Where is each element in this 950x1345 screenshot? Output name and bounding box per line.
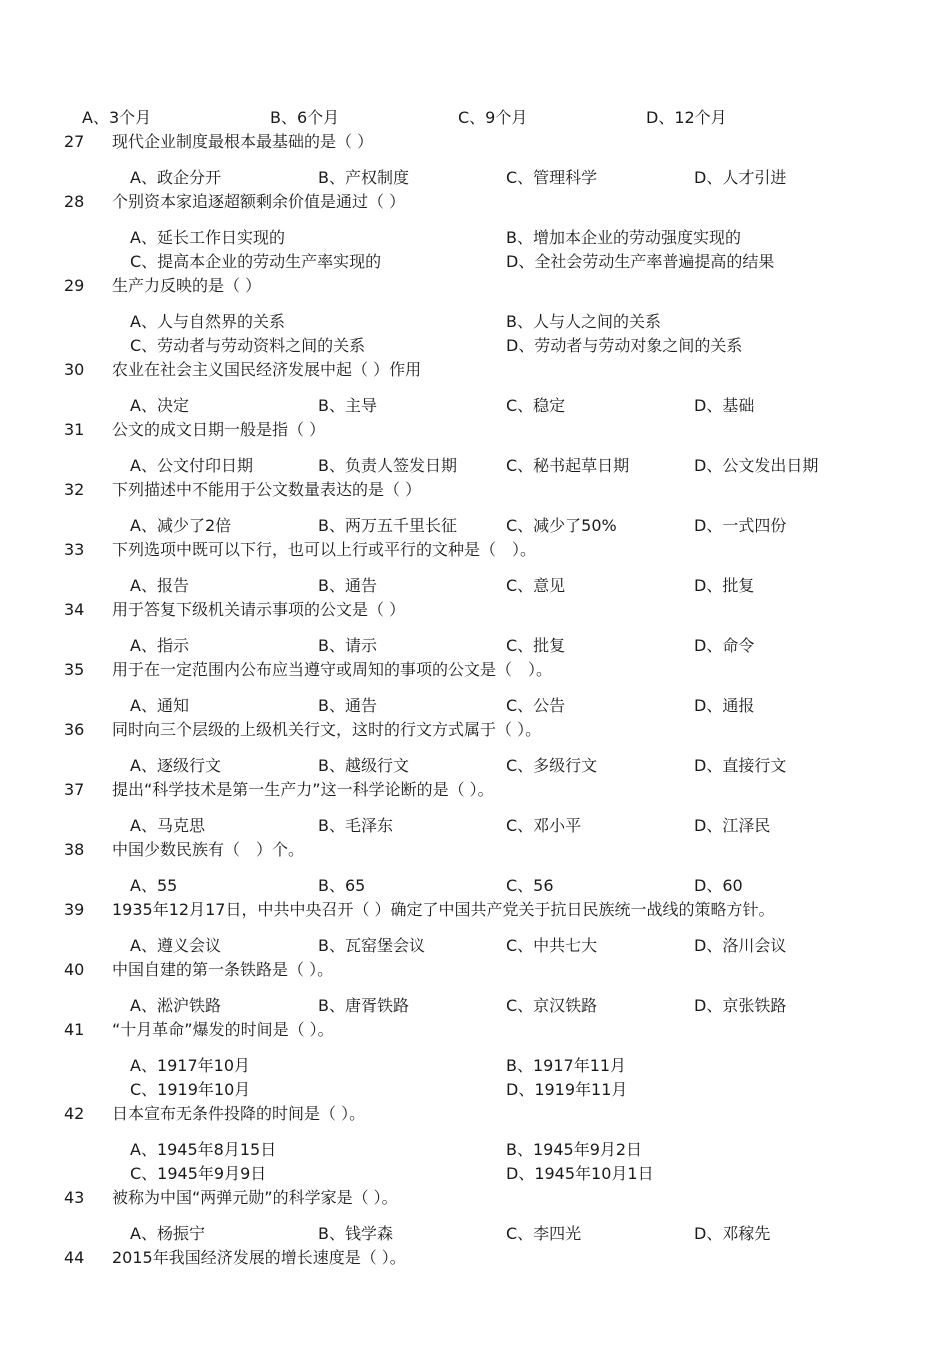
option-b: B、65 [318, 876, 366, 895]
question-37 [0, 778, 950, 802]
option-a: A、延长工作日实现的 [130, 228, 285, 247]
question-32 [0, 478, 950, 502]
option-b: B、请示 [318, 636, 377, 655]
option-d: D、60 [694, 876, 743, 895]
question-36 [0, 718, 950, 742]
question-text: 现代企业制度最根本最基础的是（ ） [112, 132, 374, 151]
option-c: C、秘书起草日期 [506, 456, 630, 475]
option-a: A、淞沪铁路 [130, 996, 221, 1015]
option-d: D、人才引进 [694, 168, 787, 187]
option-d: D、江泽民 [694, 816, 771, 835]
options-row [0, 514, 950, 538]
option-c: C、稳定 [506, 396, 566, 415]
option-d: D、一式四份 [694, 516, 787, 535]
option-b: B、两万五千里长征 [318, 516, 457, 535]
options-row [0, 754, 950, 778]
question-text: 个别资本家追逐超额剩余价值是通过（ ） [112, 192, 406, 211]
option-b: B、主导 [318, 396, 377, 415]
option-a: A、1945年8月15日 [130, 1140, 277, 1159]
options-row [0, 1138, 950, 1162]
question-text: 下列描述中不能用于公文数量表达的是（ ） [112, 480, 422, 499]
options-row [0, 994, 950, 1018]
question-number: 36 [64, 720, 85, 739]
question-text: 提出“科学技术是第一生产力”这一科学论断的是（ ）。 [112, 780, 494, 799]
question-text: 农业在社会主义国民经济发展中起（ ）作用 [112, 360, 422, 379]
question-text: “十月革命”爆发的时间是（ ）。 [112, 1020, 334, 1039]
question-text: 中国自建的第一条铁路是（ ）。 [112, 960, 334, 979]
question-number: 44 [64, 1248, 85, 1267]
question-27 [0, 130, 950, 154]
question-text: 公文的成文日期一般是指（ ） [112, 420, 326, 439]
question-number: 31 [64, 420, 85, 439]
option-d: D、直接行文 [694, 756, 787, 775]
question-number: 30 [64, 360, 85, 379]
options-row [0, 310, 950, 334]
option-a: A、55 [130, 876, 178, 895]
option-b: B、1917年11月 [506, 1056, 627, 1075]
option-d: D、12个月 [646, 108, 727, 127]
question-text: 下列选项中既可以下行，也可以上行或平行的文种是（ ）。 [112, 540, 537, 559]
option-b: B、产权制度 [318, 168, 409, 187]
options-row [0, 814, 950, 838]
option-d: D、邓稼先 [694, 1224, 771, 1243]
option-c: C、劳动者与劳动资料之间的关系 [130, 336, 366, 355]
options-row [0, 454, 950, 478]
option-b: B、瓦窑堡会议 [318, 936, 425, 955]
options-row [0, 226, 950, 250]
question-number: 40 [64, 960, 85, 979]
question-text: 用于在一定范围内公布应当遵守或周知的事项的公文是（ ）。 [112, 660, 553, 679]
question-text: 生产力反映的是（ ） [112, 276, 262, 295]
question-number: 27 [64, 132, 85, 151]
question-text: 中国少数民族有（ ）个。 [112, 840, 305, 859]
question-text: 1935年12月17日，中共中央召开（ ）确定了中国共产党关于抗日民族统一战线的策略方针。 [112, 900, 775, 919]
option-c: C、京汉铁路 [506, 996, 598, 1015]
options-row [0, 106, 950, 130]
option-c: C、批复 [506, 636, 566, 655]
question-41 [0, 1018, 950, 1042]
option-d: D、批复 [694, 576, 755, 595]
options-row [0, 1222, 950, 1246]
option-c: C、管理科学 [506, 168, 598, 187]
question-31 [0, 418, 950, 442]
option-c: C、多级行文 [506, 756, 598, 775]
options-row [0, 250, 950, 274]
question-35 [0, 658, 950, 682]
options-row [0, 574, 950, 598]
question-38 [0, 838, 950, 862]
question-number: 28 [64, 192, 85, 211]
options-row [0, 934, 950, 958]
question-number: 41 [64, 1020, 85, 1039]
question-40 [0, 958, 950, 982]
option-c: C、减少了50% [506, 516, 617, 535]
option-c: C、1919年10月 [130, 1080, 251, 1099]
question-text: 同时向三个层级的上级机关行文，这时的行文方式属于（ ）。 [112, 720, 542, 739]
option-d: D、劳动者与劳动对象之间的关系 [506, 336, 743, 355]
options-row [0, 1078, 950, 1102]
option-a: A、杨振宁 [130, 1224, 205, 1243]
option-b: B、1945年9月2日 [506, 1140, 643, 1159]
option-c: C、意见 [506, 576, 566, 595]
question-number: 32 [64, 480, 85, 499]
option-c: C、邓小平 [506, 816, 582, 835]
options-row [0, 874, 950, 898]
option-a: A、公文付印日期 [130, 456, 253, 475]
option-d: D、基础 [694, 396, 755, 415]
question-text: 日本宣布无条件投降的时间是（ ）。 [112, 1104, 366, 1123]
question-number: 34 [64, 600, 85, 619]
question-28 [0, 190, 950, 214]
option-d: D、命令 [694, 636, 755, 655]
option-a: A、决定 [130, 396, 189, 415]
question-43 [0, 1186, 950, 1210]
question-number: 42 [64, 1104, 85, 1123]
question-33 [0, 538, 950, 562]
question-39 [0, 898, 950, 922]
option-c: C、1945年9月9日 [130, 1164, 267, 1183]
option-b: B、通告 [318, 696, 377, 715]
option-d: D、洛川会议 [694, 936, 787, 955]
question-number: 37 [64, 780, 85, 799]
question-number: 39 [64, 900, 85, 919]
options-row [0, 694, 950, 718]
option-a: A、逐级行文 [130, 756, 221, 775]
option-b: B、毛泽东 [318, 816, 393, 835]
option-a: A、马克思 [130, 816, 205, 835]
option-a: A、通知 [130, 696, 189, 715]
option-b: B、负责人签发日期 [318, 456, 457, 475]
question-29 [0, 274, 950, 298]
option-a: A、政企分开 [130, 168, 221, 187]
option-c: C、56 [506, 876, 554, 895]
question-number: 29 [64, 276, 85, 295]
option-c: C、中共七大 [506, 936, 598, 955]
option-a: A、减少了2倍 [130, 516, 232, 535]
question-number: 35 [64, 660, 85, 679]
option-b: B、唐胥铁路 [318, 996, 409, 1015]
option-c: C、李四光 [506, 1224, 582, 1243]
options-row [0, 1054, 950, 1078]
option-d: D、京张铁路 [694, 996, 787, 1015]
option-b: B、人与人之间的关系 [506, 312, 661, 331]
option-c: C、9个月 [458, 108, 528, 127]
option-b: B、钱学森 [318, 1224, 393, 1243]
question-text: 用于答复下级机关请示事项的公文是（ ） [112, 600, 406, 619]
question-42 [0, 1102, 950, 1126]
options-row [0, 1162, 950, 1186]
option-a: A、报告 [130, 576, 189, 595]
option-d: D、通报 [694, 696, 755, 715]
option-b: B、越级行文 [318, 756, 409, 775]
option-b: B、6个月 [270, 108, 340, 127]
option-d: D、公文发出日期 [694, 456, 819, 475]
question-number: 43 [64, 1188, 85, 1207]
option-d: D、1919年11月 [506, 1080, 628, 1099]
option-a: A、1917年10月 [130, 1056, 251, 1075]
option-c: C、公告 [506, 696, 566, 715]
options-row [0, 394, 950, 418]
option-d: D、1945年10月1日 [506, 1164, 654, 1183]
question-number: 38 [64, 840, 85, 859]
option-d: D、全社会劳动生产率普遍提高的结果 [506, 252, 775, 271]
option-a: A、人与自然界的关系 [130, 312, 285, 331]
question-34 [0, 598, 950, 622]
options-row [0, 166, 950, 190]
option-b: B、增加本企业的劳动强度实现的 [506, 228, 741, 247]
question-44 [0, 1246, 950, 1270]
option-b: B、通告 [318, 576, 377, 595]
options-row [0, 634, 950, 658]
option-a: A、指示 [130, 636, 189, 655]
question-text: 被称为中国“两弹元勋”的科学家是（ ）。 [112, 1188, 398, 1207]
question-30 [0, 358, 950, 382]
question-number: 33 [64, 540, 85, 559]
option-a: A、遵义会议 [130, 936, 221, 955]
option-a: A、3个月 [82, 108, 152, 127]
options-row [0, 334, 950, 358]
question-text: 2015年我国经济发展的增长速度是（ ）。 [112, 1248, 406, 1267]
option-c: C、提高本企业的劳动生产率实现的 [130, 252, 382, 271]
